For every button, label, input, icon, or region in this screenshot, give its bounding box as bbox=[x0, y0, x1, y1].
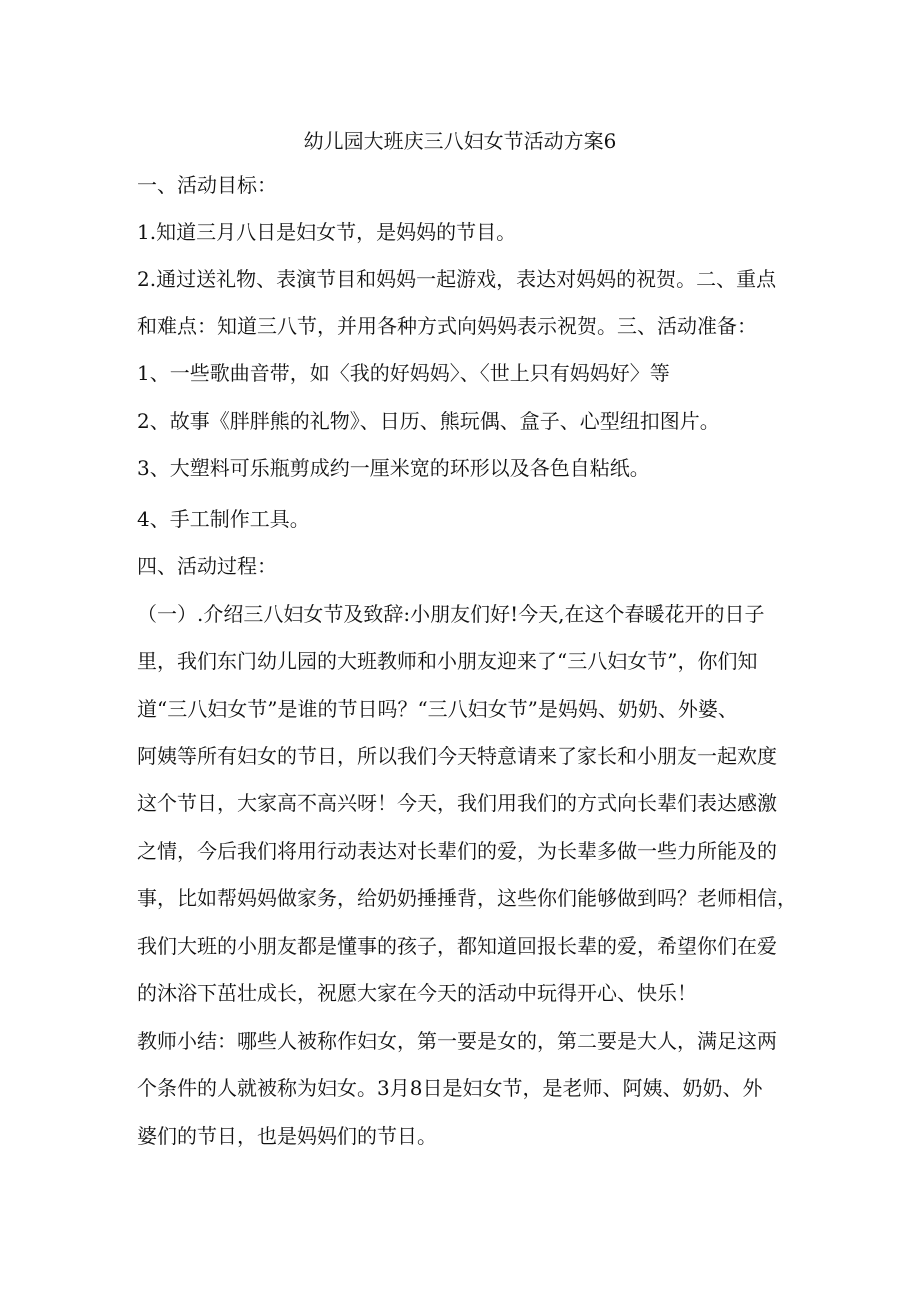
text-line: 阿姨等所有妇女的节日，所以我们今天特意请来了家长和小朋友一起欢度 bbox=[137, 744, 777, 768]
text-line: 4、手工制作工具。 bbox=[137, 507, 310, 531]
text-line: 的沐浴下茁壮成长，祝愿大家在今天的活动中玩得开心、快乐！ bbox=[137, 981, 697, 1005]
text-line: 里，我们东门幼儿园的大班教师和小朋友迎来了“三八妇女节”，你们知 bbox=[137, 649, 758, 673]
text-line: 婆们的节日，也是妈妈们的节日。 bbox=[137, 1124, 437, 1148]
text-line: 这个节日，大家高不高兴呀！今天，我们用我们的方式向长辈们表达感激 bbox=[137, 791, 777, 815]
text-line: 2、故事《胖胖熊的礼物》、日历、熊玩偶、盒子、心型纽扣图片。 bbox=[137, 409, 720, 433]
text-line: 教师小结：哪些人被称作妇女，第一要是女的，第二要是大人，满足这两 bbox=[137, 1029, 777, 1053]
heading-process: 四、活动过程： bbox=[137, 554, 277, 578]
text-line: 1.知道三月八日是妇女节，是妈妈的节目。 bbox=[137, 220, 517, 244]
text-line: 道“三八妇女节”是谁的节日吗？“三八妇女节”是妈妈、奶奶、外婆、 bbox=[137, 697, 738, 721]
text-line: 和难点：知道三八节，并用各种方式向妈妈表示祝贺。三、活动准备： bbox=[137, 314, 757, 338]
text-line: 事，比如帮妈妈做家务，给奶奶捶捶背，这些你们能够做到吗？老师相信， bbox=[137, 886, 797, 910]
text-line: 1、一些歌曲音带，如〈我的好妈妈〉、〈世上只有妈妈好〉等 bbox=[137, 361, 670, 385]
text-line: 3、大塑料可乐瓶剪成约一厘米宽的环形以及各色自粘纸。 bbox=[137, 456, 650, 480]
text-line: 我们大班的小朋友都是懂事的孩子，都知道回报长辈的爱，希望你们在爱 bbox=[137, 934, 777, 958]
document-title: 幼儿园大班庆三八妇女节活动方案6 bbox=[303, 129, 617, 153]
text-line: 之情，今后我们将用行动表达对长辈们的爱，为长辈多做一些力所能及的 bbox=[137, 839, 777, 863]
text-line: （一）.介绍三八妇女节及致辞:小朋友们好!今天,在这个春暖花开的日子 bbox=[137, 602, 765, 626]
text-line: 个条件的人就被称为妇女。3月8日是妇女节，是老师、阿姨、奶奶、外 bbox=[137, 1076, 763, 1100]
text-line: 2.通过送礼物、表演节目和妈妈一起游戏，表达对妈妈的祝贺。二、重点 bbox=[137, 267, 777, 291]
heading-objectives: 一、活动目标： bbox=[137, 173, 277, 197]
